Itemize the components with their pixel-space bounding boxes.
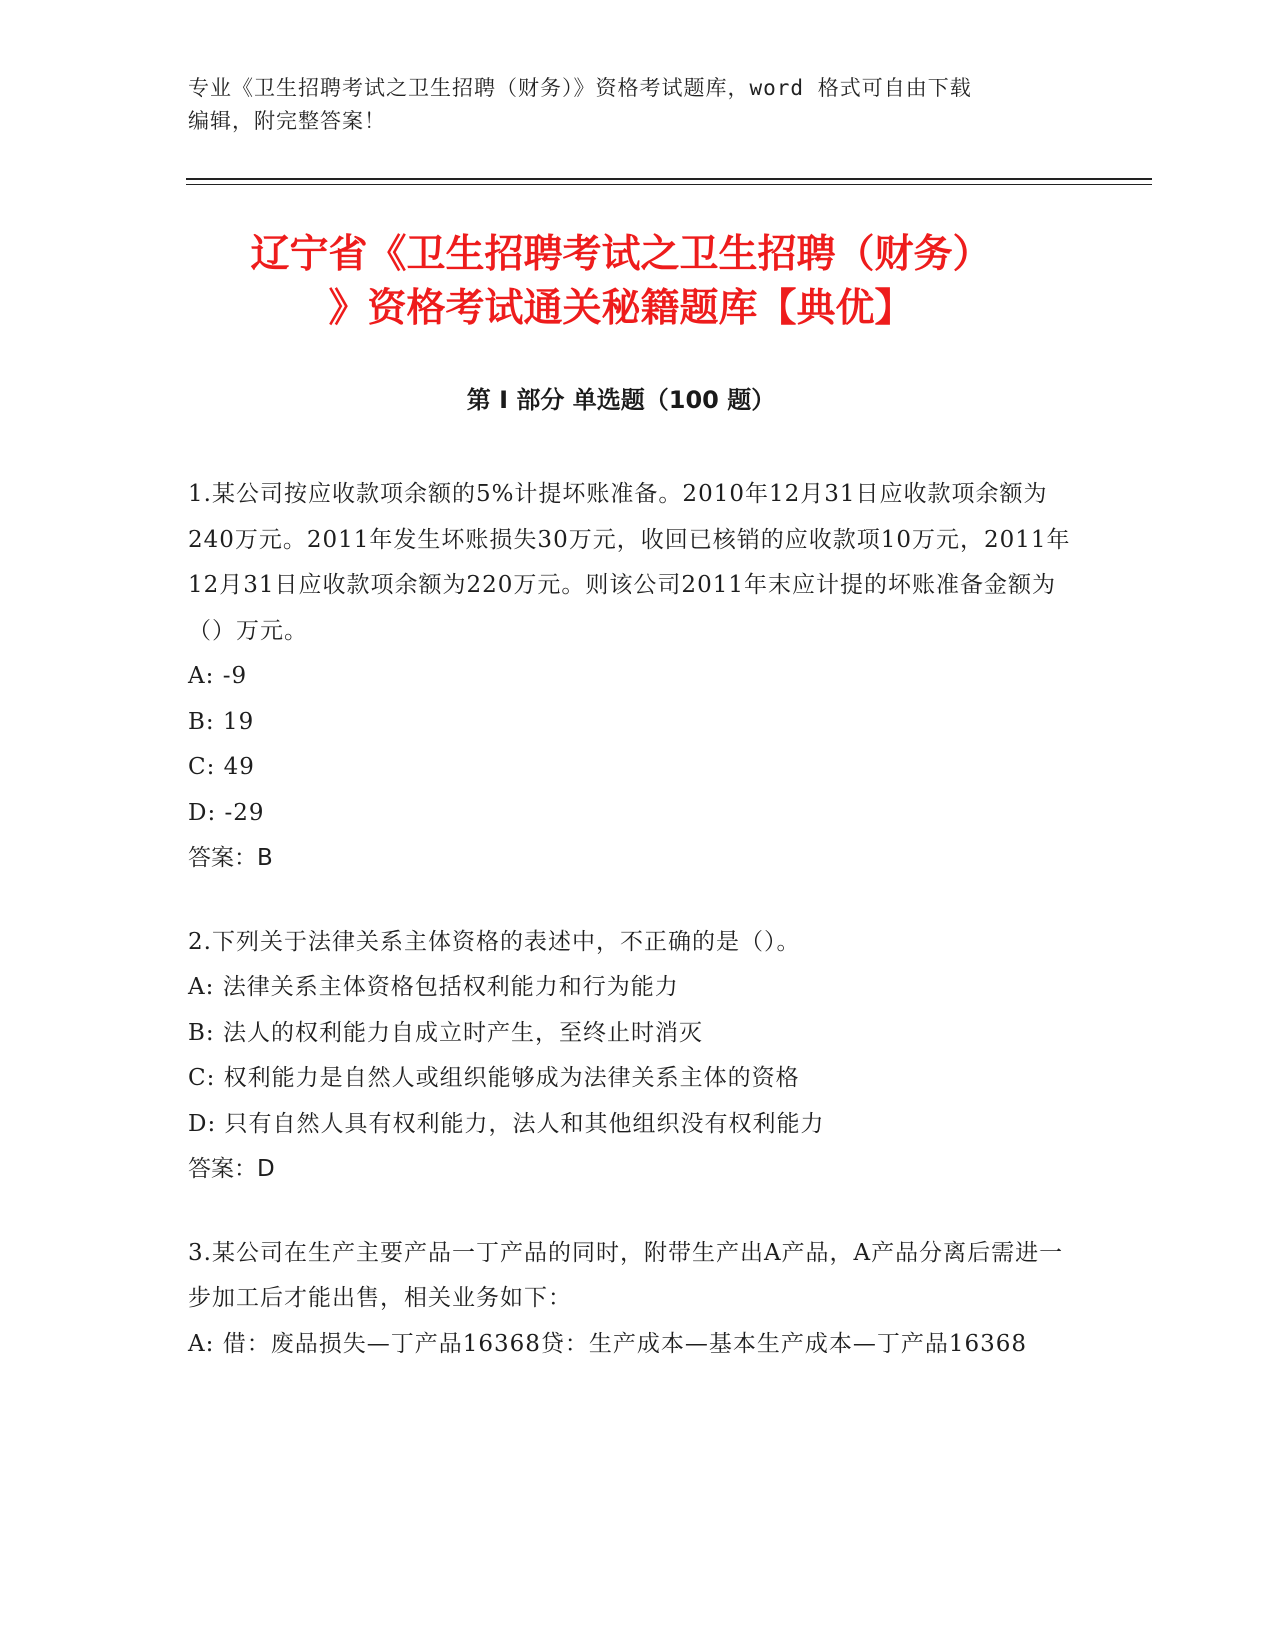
- option-text: 权利能力是自然人或组织能够成为法律关系主体的资格: [223, 1065, 800, 1091]
- option-text: -9: [222, 663, 248, 689]
- question-text: 1.某公司按应收款项余额的5%计提坏账准备。2010年12月31日应收款项余额为240万元。2011年发生坏账损失30万元，收回已核销的应收款项10万元，2011年12月31日应收款项余额为220万元。则该公司2011年末应计提的坏账准备金额为（）万元。: [188, 481, 1071, 644]
- option-item: [188, 1322, 1078, 1368]
- option-key: C :: [188, 1065, 224, 1091]
- option-key: A :: [188, 1331, 223, 1357]
- option-list: [188, 965, 1078, 1147]
- question-text: 2.下列关于法律关系主体资格的表述中，不正确的是（）。: [188, 928, 801, 955]
- option-key: C :: [188, 754, 224, 780]
- question-item: [188, 920, 1078, 1193]
- option-key: B :: [188, 709, 223, 735]
- question-text: 3.某公司在生产主要产品一丁产品的同时，附带生产出A产品，A产品分离后需进一步加工后才能出售，相关业务如下：: [188, 1239, 1064, 1311]
- answer-line: 答案：B: [188, 845, 273, 871]
- header-note-line-1: 专业《卫生招聘考试之卫生招聘（财务）》资格考试题库，word 格式可自由下载: [188, 76, 972, 100]
- document-title-line-2: 》资格考试通关秘籍题库【典优】: [328, 286, 914, 331]
- option-item: [188, 1056, 1078, 1102]
- document-title-line-1: 辽宁省《卫生招聘考试之卫生招聘（财务）: [250, 232, 992, 277]
- question-list: [188, 472, 1078, 1405]
- header-divider-thick: [186, 178, 1152, 180]
- option-key: A :: [188, 663, 223, 689]
- option-key: B :: [188, 1020, 223, 1046]
- option-item: [188, 654, 1078, 700]
- option-item: [188, 700, 1078, 746]
- document-title: [186, 228, 1056, 336]
- option-item: [188, 1011, 1078, 1057]
- header-note-line-2: 编辑，附完整答案！: [188, 109, 386, 133]
- option-text: 19: [222, 708, 255, 735]
- option-text: 法律关系主体资格包括权利能力和行为能力: [222, 974, 679, 1000]
- option-text: 只有自然人具有权利能力，法人和其他组织没有权利能力: [224, 1110, 825, 1137]
- answer-line: 答案：D: [188, 1156, 275, 1182]
- option-item: [188, 965, 1078, 1011]
- option-list: [188, 654, 1078, 836]
- section-heading: 第 I 部分 单选题（100 题）: [466, 386, 776, 414]
- option-text: -29: [224, 799, 265, 826]
- option-list: [188, 1322, 1078, 1368]
- header-divider-thin: [186, 184, 1152, 185]
- option-key: A :: [188, 974, 223, 1000]
- option-item: [188, 791, 1078, 837]
- option-item: [188, 1102, 1078, 1148]
- question-item: [188, 472, 1078, 882]
- option-text: 借：废品损失—丁产品16368贷：生产成本—基本生产成本—丁产品16368: [222, 1330, 1028, 1357]
- option-key: D :: [188, 800, 225, 826]
- option-key: D :: [188, 1111, 225, 1137]
- option-item: [188, 745, 1078, 791]
- document-header-note: [188, 72, 1068, 138]
- option-text: 49: [223, 754, 255, 780]
- question-item: [188, 1231, 1078, 1368]
- option-text: 法人的权利能力自成立时产生，至终止时消灭: [222, 1019, 703, 1046]
